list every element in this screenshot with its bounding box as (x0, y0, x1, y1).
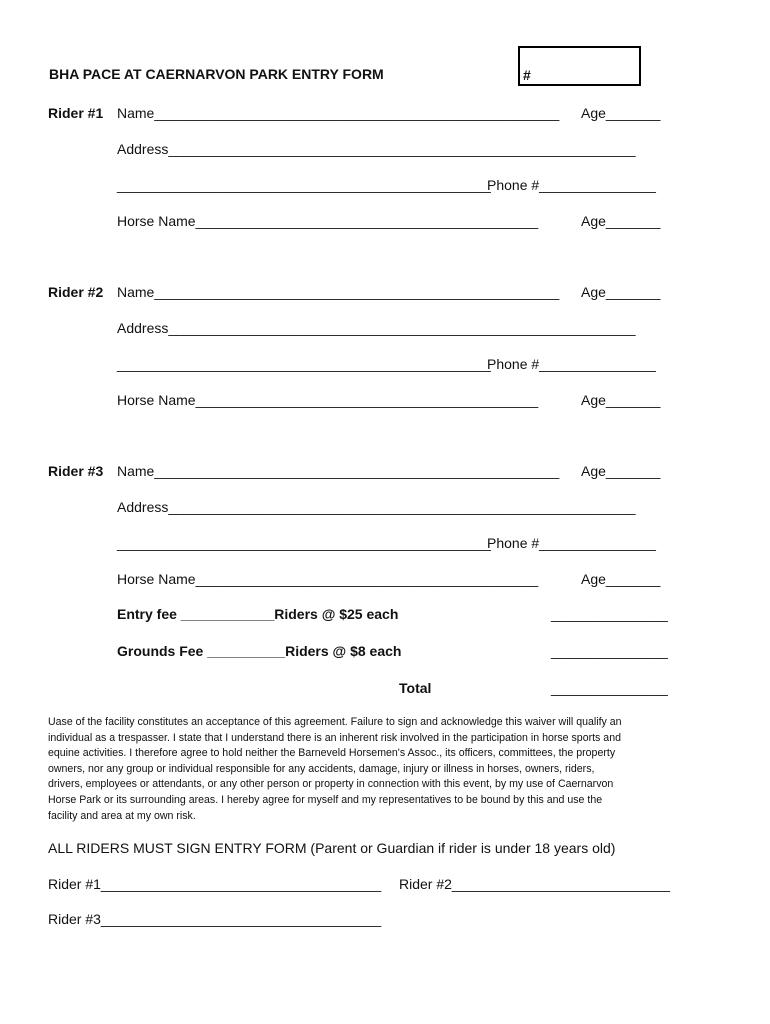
entry-number-box[interactable] (518, 46, 641, 86)
rider-2-address-line2-field[interactable]: ________________________________________________ (117, 356, 491, 372)
rider-1-name-field[interactable]: Name____________________________________________________ (117, 105, 560, 121)
rider-1-horse-name-field[interactable]: Horse Name____________________________________________ (117, 213, 539, 229)
rider-3-address-line2-field[interactable]: ________________________________________________ (117, 535, 491, 551)
grounds-fee-amount-field[interactable]: _______________ (551, 643, 668, 659)
total-amount-field[interactable]: _______________ (551, 680, 668, 696)
rider-1-label: Rider #1 (48, 105, 104, 121)
rider-3-phone-field[interactable]: Phone #_______________ (487, 535, 656, 551)
rider-1-signature-field[interactable]: Rider #1____________________________________ (48, 876, 382, 892)
entry-fee-field[interactable]: Entry fee ____________Riders @ $25 each (117, 606, 399, 622)
rider-3-label: Rider #3 (48, 463, 104, 479)
rider-2-signature-field[interactable]: Rider #2____________________________ (399, 876, 670, 892)
rider-3-signature-field[interactable]: Rider #3____________________________________ (48, 911, 382, 927)
rider-1-phone-field[interactable]: Phone #_______________ (487, 177, 656, 193)
total-label: Total (399, 680, 432, 696)
rider-2-horse-name-field[interactable]: Horse Name____________________________________________ (117, 392, 539, 408)
rider-1-address-line2-field[interactable]: ________________________________________________ (117, 177, 491, 193)
rider-1-address-field[interactable]: Address____________________________________________________________ (117, 141, 636, 157)
signature-notice: ALL RIDERS MUST SIGN ENTRY FORM (Parent or Guardian if rider is under 18 years old) (48, 840, 616, 856)
rider-2-horse-age-field[interactable]: Age_______ (581, 392, 661, 408)
rider-1-age-field[interactable]: Age_______ (581, 105, 661, 121)
rider-1-horse-age-field[interactable]: Age_______ (581, 213, 661, 229)
rider-3-age-field[interactable]: Age_______ (581, 463, 661, 479)
form-title: BHA PACE AT CAERNARVON PARK ENTRY FORM (49, 66, 384, 82)
rider-3-address-field[interactable]: Address____________________________________________________________ (117, 499, 636, 515)
rider-2-name-field[interactable]: Name____________________________________________________ (117, 284, 560, 300)
rider-3-horse-name-field[interactable]: Horse Name____________________________________________ (117, 571, 539, 587)
waiver-text: Uase of the facility constitutes an acceptance of this agreement. Failure to sign and acknowledge this waiver will qualify an individual as a trespasser. I state that I understand there is an inherent risk involved in the participation in horse sports and equine activities. I therefore agree to hold neither the Barneveld Horsemen's Assoc., its officers, committees, the property owners, nor any group or individual responsible for any accidents, damage, injury or illness in horses, owners, riders, drivers, employees or attendants, or any other person or property in connection with this event, by my use of Caernarvon Horse Park or its surrounding areas. I hereby agree for myself and my representatives to be bound by this and use the facility and area at my own risk. (48, 716, 622, 822)
rider-2-age-field[interactable]: Age_______ (581, 284, 661, 300)
rider-2-address-field[interactable]: Address____________________________________________________________ (117, 320, 636, 336)
rider-3-horse-age-field[interactable]: Age_______ (581, 571, 661, 587)
rider-3-name-field[interactable]: Name____________________________________________________ (117, 463, 560, 479)
grounds-fee-field[interactable]: Grounds Fee __________Riders @ $8 each (117, 643, 402, 659)
rider-2-label: Rider #2 (48, 284, 104, 300)
entry-number-label: # (523, 67, 531, 83)
rider-2-phone-field[interactable]: Phone #_______________ (487, 356, 656, 372)
entry-fee-amount-field[interactable]: _______________ (551, 606, 668, 622)
